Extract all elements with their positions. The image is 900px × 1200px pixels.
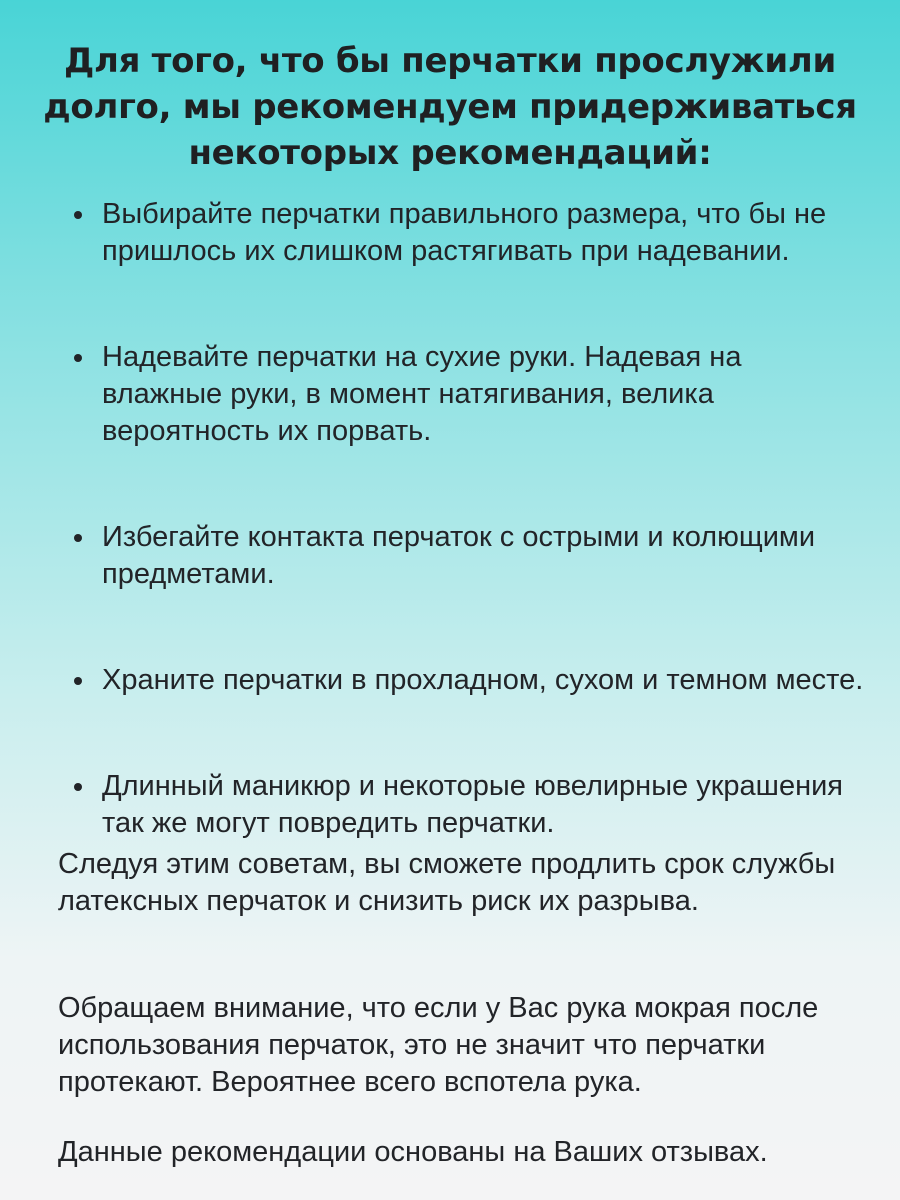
list-item [60, 662, 865, 699]
bullet-dot-icon [74, 534, 82, 542]
summary-paragraph: Следуя этим советам, вы сможете продлить срок службы латексных перчаток и снизить риск их разрыва. [58, 848, 836, 917]
bullet-dot-icon [74, 211, 82, 219]
bullet-dot-icon [74, 677, 82, 685]
tip-text: Храните перчатки в прохладном, сухом и темном месте. [102, 664, 864, 696]
list-item [60, 196, 865, 270]
tip-text: Длинный маникюр и некоторые ювелирные украшения так же могут повредить перчатки. [102, 770, 843, 839]
notice-paragraph: Обращаем внимание, что если у Вас рука мокрая после использования перчаток, это не значит что перчатки протекают. Вероятнее всего вспотела рука. [58, 992, 819, 1098]
list-item [60, 768, 865, 842]
list-item [60, 339, 865, 450]
list-item [60, 519, 865, 593]
tip-text: Выбирайте перчатки правильного размера, что бы не пришлось их слишком растягивать при надевании. [102, 198, 827, 267]
page-title: Для того, что бы перчатки прослужили долго, мы рекомендуем придерживаться некоторых рекомендаций: [43, 41, 857, 173]
bullet-dot-icon [74, 354, 82, 362]
tip-text: Избегайте контакта перчаток с острыми и колющими предметами. [102, 521, 816, 590]
tip-text: Надевайте перчатки на сухие руки. Надевая на влажные руки, в момент натягивания, велика вероятность их порвать. [102, 341, 742, 447]
bullet-dot-icon [74, 783, 82, 791]
source-note: Данные рекомендации основаны на Ваших отзывах. [58, 1136, 768, 1168]
tips-list [60, 196, 865, 842]
